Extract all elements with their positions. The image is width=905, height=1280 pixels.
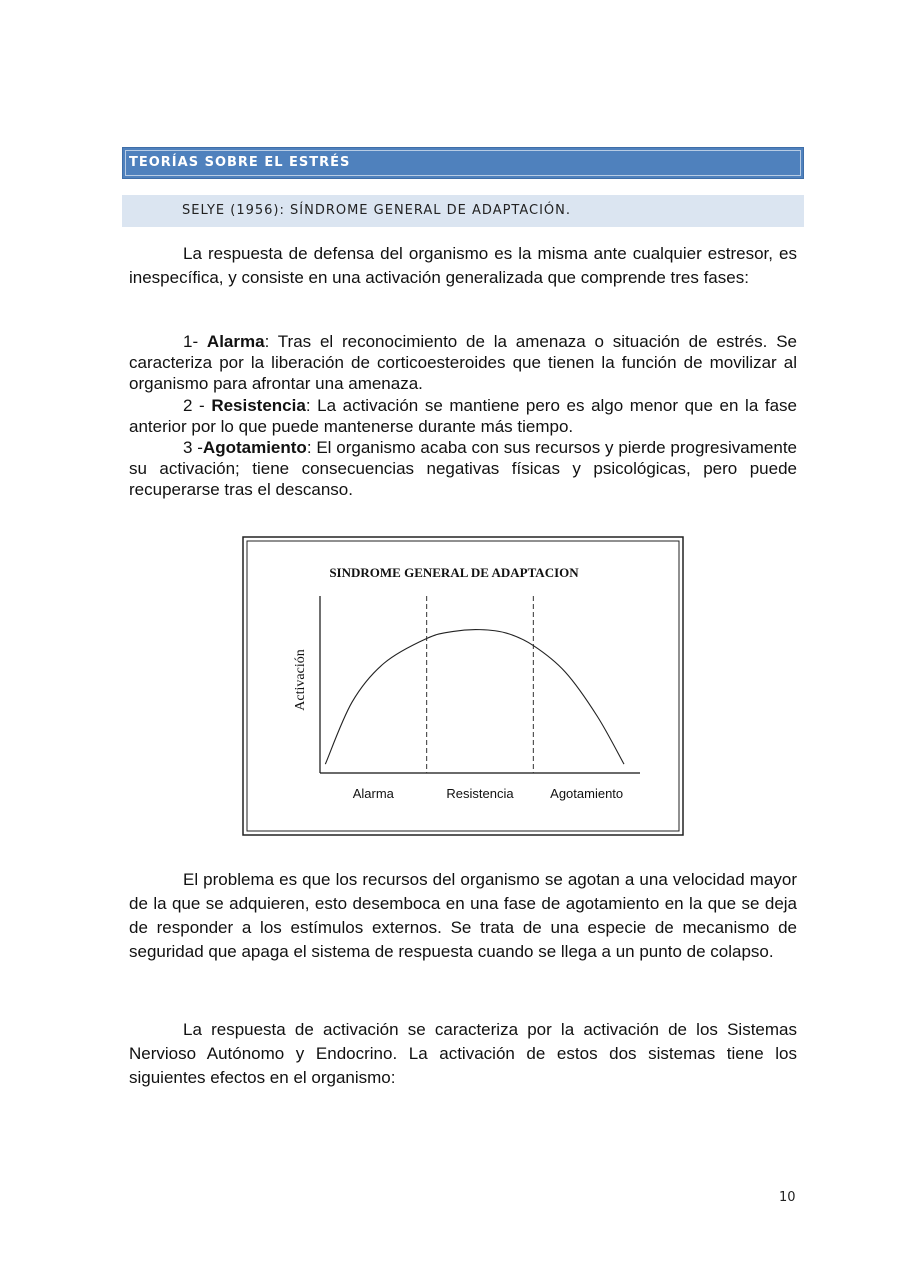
x-tick-label-alarma: Alarma <box>352 786 394 801</box>
section-header <box>122 147 804 179</box>
phase-alarm <box>129 331 797 394</box>
subsection-header <box>122 195 804 227</box>
intro-paragraph: La respuesta de defensa del organismo es la misma ante cualquier estresor, es inespecífica, y consiste en una activación generalizada que comprende tres fases: <box>129 244 797 287</box>
adaptation-syndrome-figure <box>242 536 684 836</box>
phase-prefix: 1- <box>183 332 207 351</box>
collapse-paragraph: El problema es que los recursos del organismo se agotan a una velocidad mayor de la que se adquieren, esto desemboca en una fase de agotamiento en la que se deja de responder a los estímulos externos. Se trata de una especie de mecanismo de seguridad que apaga el sistema de respuesta cuando se llega a un punto de colapso. <box>129 870 797 961</box>
chart-title: SINDROME GENERAL DE ADAPTACION <box>329 565 579 580</box>
phase-text: : Tras el reconocimiento de la amenaza o situación de estrés. Se caracteriza por la liberación de corticoesteroides que tienen la función de movilizar al organismo para afrontar una amenaza. <box>129 332 797 393</box>
phase-text: : La activación se mantiene pero es algo menor que en la fase anterior por lo que puede mantenerse durante más tiempo. <box>129 396 797 436</box>
activation-paragraph: La respuesta de activación se caracteriza por la activación de los Sistemas Nervioso Autónomo y Endocrino. La activación de estos dos sistemas tiene los siguientes efectos en el organismo: <box>129 1020 797 1087</box>
phase-name: Agotamiento <box>202 438 307 457</box>
adaptation-syndrome-chart <box>242 536 684 836</box>
phase-text: : El organismo acaba con sus recursos y pierde progresivamente su activación; tiene consecuencias negativas físicas y psicológicas, pero puede recuperarse tras el descanso. <box>129 438 797 499</box>
y-axis-label: Activación <box>293 649 308 711</box>
x-tick-label-agotamiento: Agotamiento <box>550 786 624 801</box>
x-tick-label-resistencia: Resistencia <box>446 786 514 801</box>
phase-name: Resistencia <box>211 396 306 415</box>
section-title: TEORÍAS SOBRE EL ESTRÉS <box>129 155 351 170</box>
subsection-title: SELYE (1956): SÍNDROME GENERAL DE ADAPTACIÓN. <box>182 203 572 218</box>
page-number: 10 <box>779 1190 796 1205</box>
phase-resistance <box>129 395 797 437</box>
phase-prefix: 2 - <box>183 396 212 415</box>
phase-exhaustion <box>129 437 797 500</box>
phase-prefix: 3 - <box>183 438 203 457</box>
phase-name: Alarma <box>206 332 265 351</box>
